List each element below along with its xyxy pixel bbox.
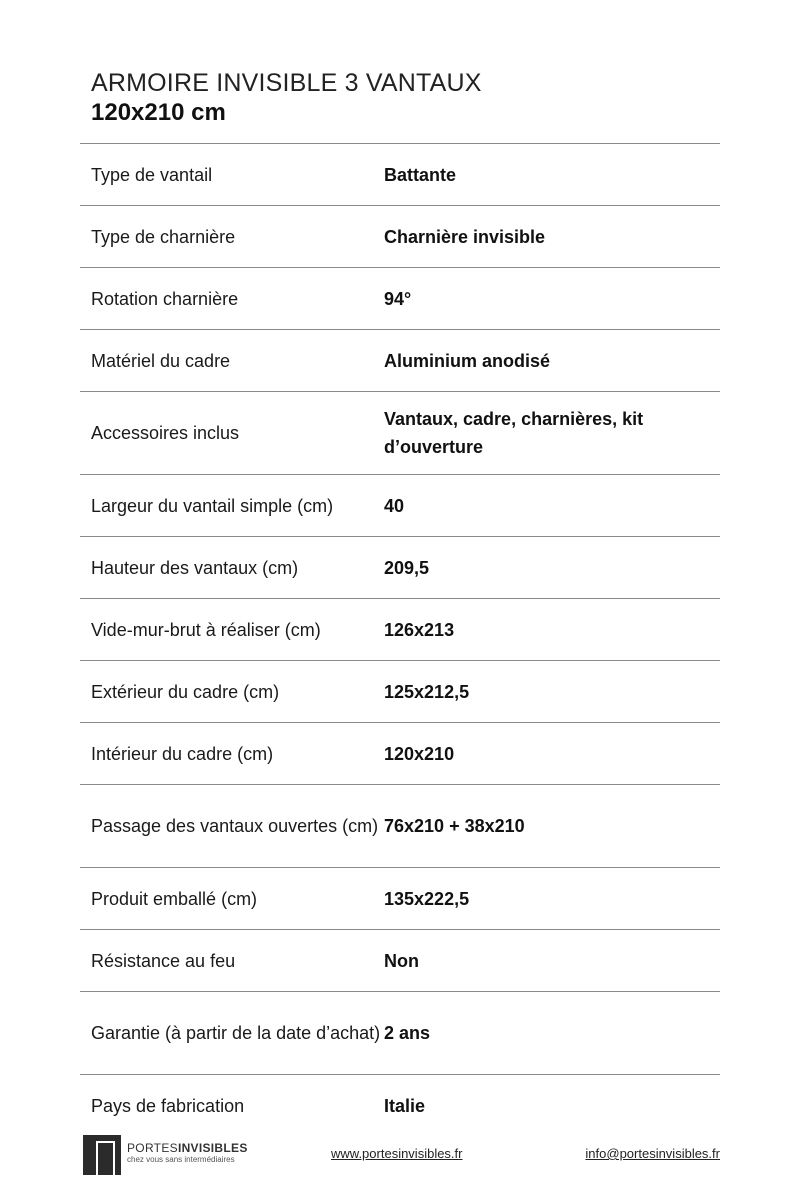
spec-value: 2 ans <box>384 1023 431 1043</box>
email-link[interactable]: info@portesinvisibles.fr <box>585 1146 720 1161</box>
spec-value: 94° <box>384 288 412 309</box>
spec-label: Rotation charnière <box>91 288 239 309</box>
logo-name-part1: PORTES <box>127 1141 178 1155</box>
spec-value: 76x210 + 38x210 <box>384 816 525 836</box>
spec-row-emballe <box>80 868 720 930</box>
brand-logo <box>83 1135 248 1177</box>
spec-label: Intérieur du cadre (cm) <box>91 743 274 764</box>
spec-value: 125x212,5 <box>384 681 470 702</box>
spec-row-vide-mur <box>80 599 720 661</box>
logo-name-part2: INVISIBLES <box>177 1141 248 1155</box>
spec-label: Vide-mur-brut à réaliser (cm) <box>91 619 321 640</box>
spec-row-hauteur <box>80 537 720 599</box>
document-header <box>91 68 482 128</box>
spec-label: Produit emballé (cm) <box>91 888 258 909</box>
spec-value: Italie <box>384 1096 426 1116</box>
spec-row-materiel <box>80 330 720 392</box>
spec-value: 120x210 <box>384 743 455 764</box>
spec-row-passage <box>80 785 720 868</box>
spec-label: Matériel du cadre <box>91 350 231 371</box>
spec-label: Accessoires inclus <box>91 423 240 443</box>
spec-label: Garantie (à partir de la date d’achat) <box>91 1023 381 1043</box>
spec-label: Hauteur des vantaux (cm) <box>91 557 299 578</box>
spec-value: Non <box>384 950 419 971</box>
spec-value: 40 <box>384 495 405 516</box>
spec-row-interieur <box>80 723 720 785</box>
spec-label: Largeur du vantail simple (cm) <box>91 495 334 516</box>
spec-row-garantie <box>80 992 720 1075</box>
product-dimensions: 120x210 cm <box>91 99 226 126</box>
website-link[interactable]: www.portesinvisibles.fr <box>331 1146 463 1161</box>
spec-row-type-vantail <box>80 144 720 206</box>
spec-table <box>80 143 720 1137</box>
spec-row-largeur <box>80 475 720 537</box>
spec-label: Résistance au feu <box>91 950 236 971</box>
spec-value: Vantaux, cadre, charnières, kit d’ouverture <box>384 409 644 457</box>
document-footer <box>0 1130 800 1190</box>
spec-label: Extérieur du cadre (cm) <box>91 681 280 702</box>
spec-value: Charnière invisible <box>384 226 546 247</box>
spec-value: Aluminium anodisé <box>384 350 551 371</box>
logo-tagline: chez vous sans intermédiaires <box>127 1155 235 1164</box>
spec-label: Type de charnière <box>91 226 236 247</box>
spec-value: 135x222,5 <box>384 888 470 909</box>
spec-row-feu <box>80 930 720 992</box>
spec-label: Passage des vantaux ouvertes (cm) <box>91 816 379 836</box>
product-title: ARMOIRE INVISIBLE 3 VANTAUX <box>91 69 482 97</box>
spec-value: Battante <box>384 164 457 185</box>
spec-value: 209,5 <box>384 557 430 578</box>
spec-label: Type de vantail <box>91 164 213 185</box>
spec-row-accessoires <box>80 392 720 475</box>
spec-row-type-charniere <box>80 206 720 268</box>
spec-row-rotation <box>80 268 720 330</box>
spec-row-exterieur <box>80 661 720 723</box>
door-logo-icon <box>83 1135 121 1175</box>
spec-value: 126x213 <box>384 619 455 640</box>
spec-label: Pays de fabrication <box>91 1096 245 1116</box>
spec-row-pays <box>80 1075 720 1137</box>
